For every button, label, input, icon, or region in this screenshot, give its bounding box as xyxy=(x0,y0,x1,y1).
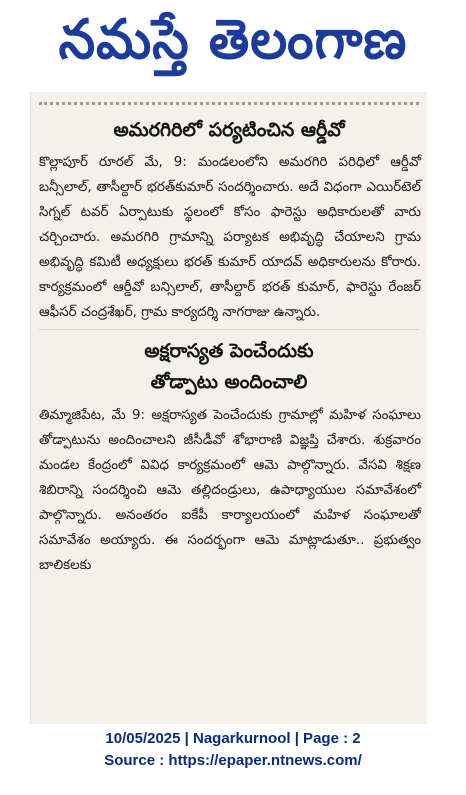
newspaper-logo: నమస్తే తెలంగాణ xyxy=(58,8,408,72)
news-clipping xyxy=(30,92,427,724)
masthead xyxy=(0,0,466,80)
article-literacy xyxy=(31,330,427,579)
edition-info: 10/05/2025 | Nagarkurnool | Page : 2 xyxy=(105,730,361,747)
article-body: కొల్లాపూర్ రూరల్ మే, 9: మండలంలోని అమరగిరి పరిధిలో ఆర్డీవో బన్సీలాల్, తాసీల్దార్ భరత్‌కుమార్ సందర్శించారు. అదే విధంగా ఎయిర్‌టెల్ సిగ్నల్ టవర్ ఏర్పాటుకు స్థలంలో కోసం ఫారెస్టు అధికారులతో వారు చర్చించారు. అమరగిరి గ్రామాన్ని పర్యాటక అభివృద్ధి చేయాలని గ్రామ అభివృద్ధి కమిటీ అధ్యక్షులు భరత్ కుమార్ యాదవ్ అధికారులను కోరారు. కార్యక్రమంలో ఆర్డీవో బన్సిలాల్, తాసీల్దార్ భరత్ కుమార్, ఫారెస్టు రేంజర్ ఆఫీసర్ చంద్రశేఖర్, గ్రామ కార్యదర్శి నాగరాజు ఉన్నారు. xyxy=(39,154,421,320)
clipped-top-edge xyxy=(39,92,419,105)
article-headline: అమరగిరిలో పర్యటించిన ఆర్డీవో xyxy=(113,119,345,141)
source-footer xyxy=(0,728,466,772)
article-body: తిమ్మాజిపేట, మే 9: అక్షరాస్యత పెంచేందుకు గ్రామాల్లో మహిళ సంఘాలు తోడ్పాటును అందించాలని జీసీడీవో శోభారాణి విజ్ఞప్తి చేశారు. శుక్రవారం మండల కేంద్రంలో వివిధ కార్యక్రమంలో ఆమె పాల్గొన్నారు. వేసవి శిక్షణ శిబిరాన్ని సందర్శించి ఆమె తల్లిదండ్రులు, ఉపాధ్యాయుల సమావేశంలో పాల్గొన్నారు. అనంతరం ఐకేపీ కార్యాలయంలో మహిళ సంఘాలతో సమావేశం అయ్యారు. ఈ సందర్భంగా ఆమె మాట్లాడుతూ.. ప్రభుత్వం బాలికలకు xyxy=(39,408,421,574)
article-headline-line1: అక్షరాస్యత పెంచేందుకు xyxy=(144,339,314,362)
source-url: Source : https://epaper.ntnews.com/ xyxy=(104,752,362,769)
article-headline-line2: తోడ్పాటు అందించాలి xyxy=(150,370,308,393)
article-amaragiri xyxy=(31,105,427,325)
